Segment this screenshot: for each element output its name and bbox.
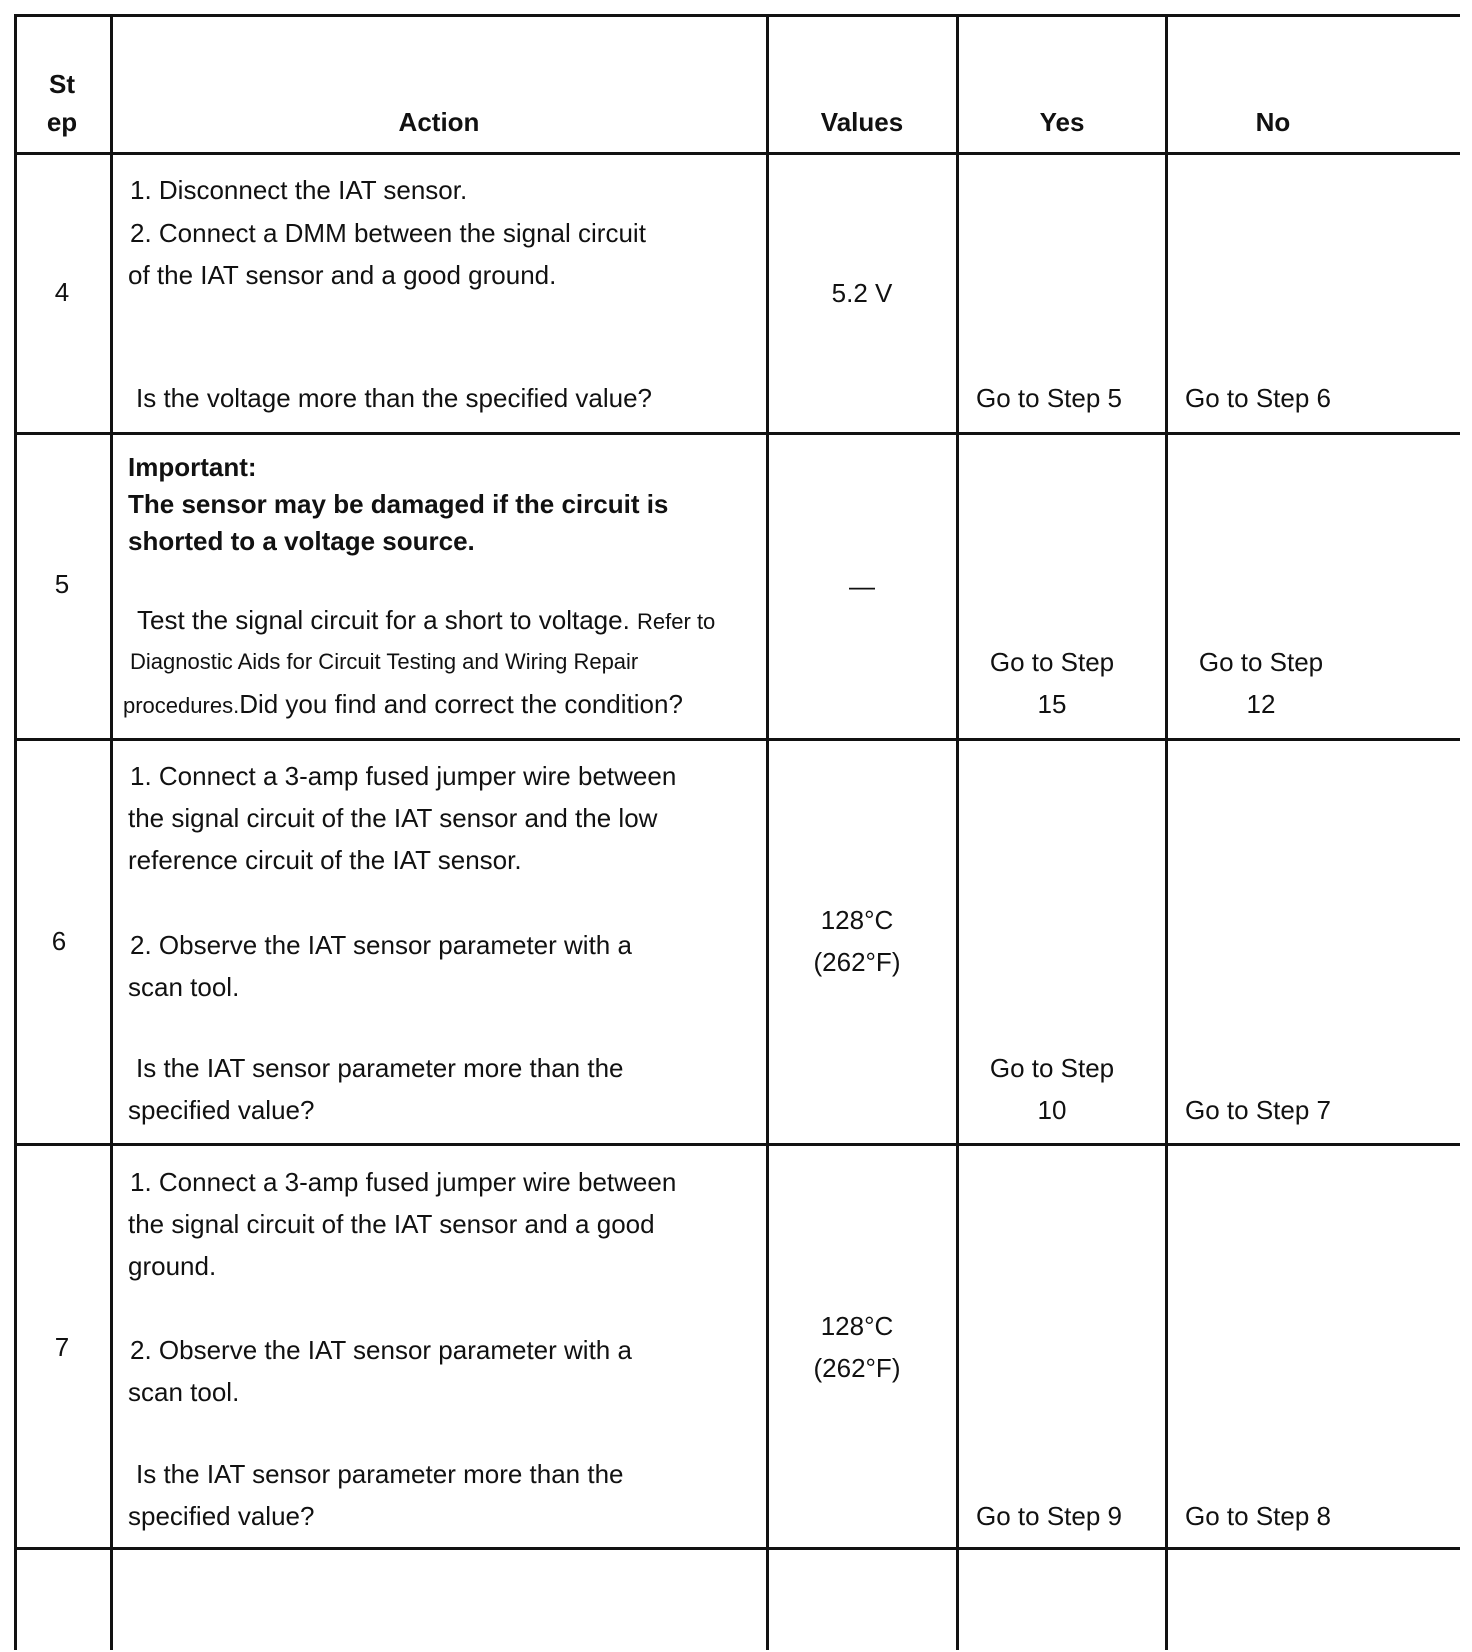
action-line: the signal circuit of the IAT sensor and the low (128, 803, 658, 833)
table-border-top (14, 14, 1460, 17)
action-question: Is the voltage more than the specified value? (136, 383, 652, 413)
action-question: Is the IAT sensor parameter more than the (136, 1053, 624, 1083)
step-number: 6 (51, 926, 67, 956)
no-result: Go to Step (1198, 647, 1324, 677)
no-result: 12 (1246, 689, 1276, 719)
action-line: 2. Observe the IAT sensor parameter with a (130, 1335, 632, 1365)
yes-result: Go to Step 5 (976, 383, 1122, 413)
action-question: Did you find and correct the condition? (239, 689, 683, 719)
action-text-small: procedures. (123, 693, 240, 718)
action-line: ground. (128, 1251, 217, 1281)
step-number: 4 (54, 277, 70, 307)
no-result: Go to Step 8 (1185, 1501, 1331, 1531)
yes-result: 10 (1037, 1095, 1067, 1125)
action-line (137, 598, 715, 644)
action-question: specified value? (128, 1095, 315, 1125)
action-line: 1. Disconnect the IAT sensor. (130, 175, 468, 205)
action-line: reference circuit of the IAT sensor. (128, 845, 522, 875)
row-divider-header (14, 152, 1460, 155)
diagnostic-table (14, 14, 1460, 1650)
important-warning: The sensor may be damaged if the circuit is (128, 489, 669, 519)
row-divider-5 (14, 738, 1460, 741)
spec-value: (262°F) (813, 947, 901, 977)
header-step-line2: ep (46, 107, 78, 137)
header-action: Action (398, 107, 480, 137)
row-divider-6 (14, 1143, 1460, 1146)
action-text-small: Refer to (637, 609, 716, 634)
step-number: 5 (54, 569, 70, 599)
header-values: Values (820, 107, 904, 137)
table-border-left (14, 14, 17, 1650)
yes-result: Go to Step (989, 647, 1115, 677)
spec-value: 128°C (820, 1311, 894, 1341)
column-divider-yes (1165, 14, 1168, 1650)
header-yes: Yes (1039, 107, 1085, 137)
action-line-small: Diagnostic Aids for Circuit Testing and Wiring Repair (130, 649, 639, 674)
action-line: 2. Connect a DMM between the signal circuit (130, 218, 646, 248)
yes-result: Go to Step (989, 1053, 1115, 1083)
action-line: scan tool. (128, 1377, 240, 1407)
action-line: the signal circuit of the IAT sensor and a good (128, 1209, 655, 1239)
action-line: 2. Observe the IAT sensor parameter with a (130, 930, 632, 960)
column-divider-values (956, 14, 959, 1650)
row-divider-4 (14, 432, 1460, 435)
yes-result: Go to Step 9 (976, 1501, 1122, 1531)
yes-result: 15 (1037, 689, 1067, 719)
important-warning: shorted to a voltage source. (128, 526, 475, 556)
action-line (123, 682, 683, 728)
action-line: of the IAT sensor and a good ground. (128, 260, 557, 290)
spec-value: — (849, 571, 875, 601)
action-line: 1. Connect a 3-amp fused jumper wire between (130, 1167, 677, 1197)
step-number: 7 (54, 1332, 70, 1362)
spec-value: 128°C (820, 905, 894, 935)
no-result: Go to Step 7 (1185, 1095, 1331, 1125)
column-divider-step (110, 14, 113, 1650)
action-line: scan tool. (128, 972, 240, 1002)
column-divider-action (766, 14, 769, 1650)
header-step-line1: St (49, 69, 75, 99)
spec-value: (262°F) (813, 1353, 901, 1383)
action-question: specified value? (128, 1501, 315, 1531)
table-border-bottom (14, 1547, 1460, 1550)
action-line: 1. Connect a 3-amp fused jumper wire between (130, 761, 677, 791)
action-text: Test the signal circuit for a short to voltage. (137, 605, 630, 635)
spec-value: 5.2 V (831, 278, 893, 308)
action-question: Is the IAT sensor parameter more than the (136, 1459, 624, 1489)
header-no: No (1255, 107, 1291, 137)
important-label: Important: (128, 452, 257, 482)
no-result: Go to Step 6 (1185, 383, 1331, 413)
